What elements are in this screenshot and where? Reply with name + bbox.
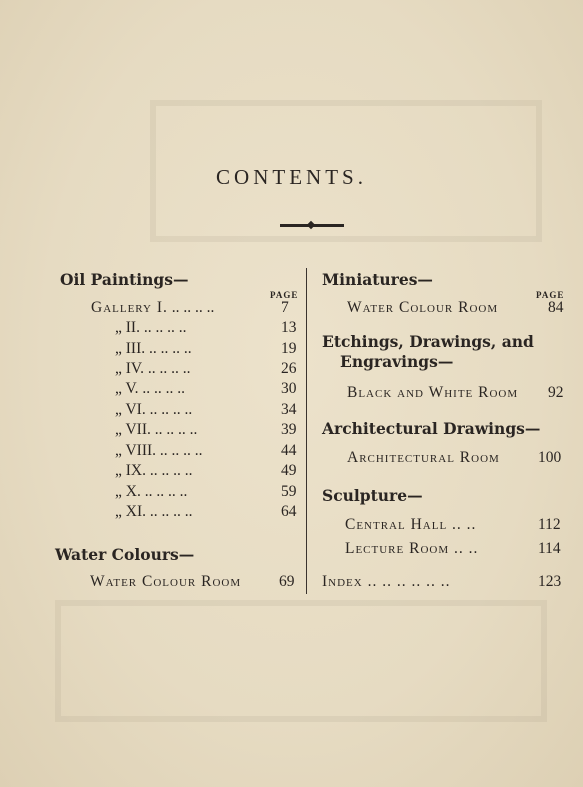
leader-dots: .. .. .. ..: [146, 503, 193, 520]
gallery-label: Gallery I.: [91, 299, 168, 316]
sculpture-label: Lecture Room: [345, 540, 450, 557]
sculpture-page: 112: [538, 516, 561, 533]
gallery-entry[interactable]: [115, 462, 193, 480]
gallery-page: 64: [281, 503, 297, 520]
leader-dots: .. .. .. ..: [145, 340, 192, 357]
sculpture-heading: Sculpture—: [322, 486, 423, 505]
gallery-page: 13: [281, 319, 297, 336]
leader-dots: .. .. .. ..: [144, 360, 191, 377]
leader-dots: .. .. .. ..: [139, 319, 187, 336]
gallery-page: 19: [281, 340, 297, 357]
gallery-page: 26: [281, 360, 297, 377]
leader-dots: .. .. .. ..: [146, 462, 193, 479]
leader-dots: .. ..: [447, 516, 477, 533]
gallery-page: 34: [281, 401, 297, 418]
gallery-label: „ IX.: [115, 462, 146, 479]
gallery-label: „ II.: [115, 319, 140, 336]
miniatures-page: 84: [548, 299, 564, 316]
gallery-entry[interactable]: [115, 319, 186, 337]
leader-dots: .. ..: [449, 540, 479, 557]
sculpture-page: 114: [538, 540, 561, 557]
gallery-entry[interactable]: [115, 421, 197, 439]
gallery-entry[interactable]: [115, 340, 192, 358]
gallery-label: „ V.: [115, 380, 139, 397]
gallery-entry[interactable]: [115, 401, 192, 419]
index-label: Index: [322, 573, 363, 590]
index-page: 123: [538, 573, 562, 590]
leader-dots: .. .. .. ..: [140, 483, 188, 500]
gallery-label: „ X.: [115, 483, 141, 500]
sculpture-entry[interactable]: [345, 516, 476, 534]
gallery-page: 30: [281, 380, 297, 397]
miniatures-heading: Miniatures—: [322, 270, 433, 289]
gallery-page: 49: [281, 462, 297, 479]
bleed-through-plan: [55, 600, 547, 722]
page-column-label-right: PAGE: [536, 290, 565, 300]
water-colour-room-page: 69: [279, 573, 295, 590]
sculpture-label: Central Hall: [345, 516, 448, 533]
column-divider: [306, 268, 307, 594]
gallery-entry[interactable]: [91, 299, 214, 317]
etchings-heading-cont: Engravings—: [340, 352, 454, 371]
water-colours-heading: Water Colours—: [55, 545, 195, 564]
gallery-entry[interactable]: [115, 503, 193, 521]
architectural-heading: Architectural Drawings—: [322, 419, 541, 438]
leader-dots: .. .. .. ..: [138, 380, 186, 397]
gallery-entry[interactable]: [115, 380, 185, 398]
index-entry[interactable]: Index .. .. .. .. .. ..: [322, 573, 451, 590]
miniatures-entry[interactable]: Water Colour Room: [347, 299, 499, 316]
gallery-entry[interactable]: [115, 483, 187, 501]
gallery-label: „ VII.: [115, 421, 151, 438]
etchings-page: 92: [548, 384, 564, 401]
gallery-page: 59: [281, 483, 297, 500]
gallery-label: „ XI.: [115, 503, 146, 520]
sculpture-entry[interactable]: [345, 540, 478, 558]
page-title: CONTENTS.: [216, 165, 367, 189]
page-column-label: PAGE: [270, 290, 299, 300]
gallery-label: „ VI.: [115, 401, 146, 418]
gallery-entry[interactable]: [115, 442, 203, 460]
architectural-entry[interactable]: Architectural Room: [347, 449, 500, 466]
etchings-heading: Etchings, Drawings, and: [322, 332, 534, 351]
gallery-label: „ III.: [115, 340, 146, 357]
leader-dots: .. .. .. ..: [145, 401, 193, 418]
architectural-page: 100: [538, 449, 562, 466]
gallery-entry[interactable]: [115, 360, 191, 378]
gallery-page: 39: [281, 421, 297, 438]
gallery-label: „ IV.: [115, 360, 144, 377]
leader-dots: .. .. .. ..: [167, 299, 215, 316]
ornament-rule: [280, 224, 344, 227]
water-colour-room-entry[interactable]: Water Colour Room: [90, 573, 242, 590]
gallery-label: „ VIII.: [115, 442, 157, 459]
oil-paintings-heading: Oil Paintings—: [60, 270, 189, 289]
etchings-entry[interactable]: Black and White Room: [347, 384, 519, 401]
leader-dots: .. .. .. ..: [156, 442, 203, 459]
leader-dots: .. .. .. ..: [150, 421, 198, 438]
gallery-page: 44: [281, 442, 297, 459]
gallery-page: 7: [281, 299, 289, 316]
